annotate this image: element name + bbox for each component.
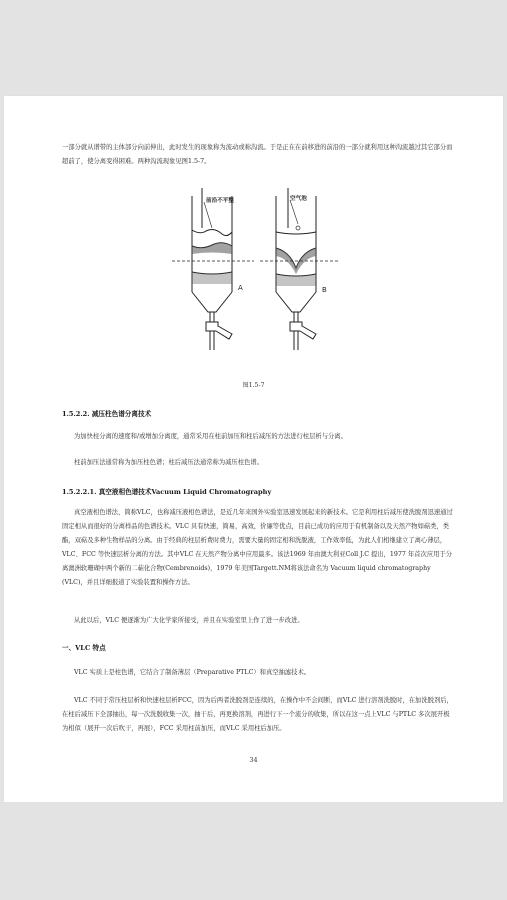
paragraph-vlc-difference: VLC 不同于常压柱层析和快速柱层析FCC，因为后两者洗脱剂是连续的，在操作中不会间断，而VLC 进行溶剂洗脱时，在加洗脱剂后，在柱后减压下全部抽出，每一次洗脱收集一次，抽干后，再更换溶剂，再进行下一个流分的收集，所以在这一点上VLC 与PTLC 多次展开极为相似（展开一次后吹干，再展），FCC 采用柱前加压，而VLC 采用柱后加压。 <box>62 697 453 732</box>
section-heading-reduced-pressure: 1.5.2.2. 减压柱色谱分离技术 <box>62 410 152 418</box>
figure-label-uneven-front: 前沿不平整 <box>206 198 234 204</box>
figure-letter-b: B <box>322 286 327 294</box>
column-a-drawing <box>192 188 232 350</box>
page-number: 34 <box>249 756 258 764</box>
section-heading-vlc: 1.5.2.2.1. 真空液相色谱技术Vacuum Liquid Chromatography <box>62 488 272 496</box>
pointer-a <box>204 202 212 228</box>
figure-label-air-bubble: 空气泡 <box>290 196 307 202</box>
paragraph-channeling: 一部分就从谱带的主体部分向前伸出，此时发生的现象称为流动或称沟流。于是正在在前移进的前沿的一部分就利用这种沟流越过其它部分而超前了，使分离变得困难。两种沟流现象见图1.5-7。 <box>62 144 453 165</box>
figure-letter-a: A <box>238 284 243 292</box>
column-a-bands <box>192 243 232 284</box>
figure-caption: 图1.5-7 <box>242 382 265 389</box>
paragraph-pressure-methods: 为加快柱分离的速度和/或增加分离度，通常采用在柱前加压和柱后减压的方法进行柱层析与分离。 <box>74 433 347 440</box>
air-bubble-mark <box>296 226 300 230</box>
paragraph-vlc-intro: 真空液相色谱法，简称VLC，也称减压液相色谱法，是近几年来国外实验室迅速发展起来的新技术。它是利用柱后减压使洗脱剂迅速通过固定相从而很好的分离样品的色谱技术。VLC 具有快速，简易，高效，价廉等优点，目前已成功的应用于有机制备以及天然产物如萜类，类酯，双萜及多种生物样品的分离。由于经典的柱层析费时费力，需要大量的固定相和洗脱液，工作效率低，为此人们相继建立了离心薄层，VLC、FCC 等快速层析分离的方法。其中VLC 在天然产物分离中应用最多。该法1969 年由澳大利亚Coll J.C 提出，1977 年首次应用于分离澳洲软珊瑚中两个新的二萜化合物(Cembrenoids)，1979 年美国Targett.NM将该法命名为 Vacuum liquid chromatography (VLC)，并且详细报道了实验装置和操作方法。 <box>62 509 453 586</box>
paragraph-vlc-essence: VLC 实质上是柱色谱，它结合了制备薄层（Preparative PTLC）和真空抽滤技术。 <box>74 669 311 676</box>
document-page <box>4 96 503 802</box>
section-heading-vlc-features: 一、VLC 特点 <box>62 644 106 652</box>
pointer-b <box>290 200 298 224</box>
figure-channeling-diagram <box>172 188 338 358</box>
paragraph-vlc-adoption: 从此以后，VLC 便逐渐为广大化学家所接受，并且在实验室里上作了进一步改进。 <box>74 617 304 624</box>
paragraph-pressure-names: 柱前加压法通常称为加压柱色谱；柱后减压法通常称为减压柱色谱。 <box>74 459 263 466</box>
